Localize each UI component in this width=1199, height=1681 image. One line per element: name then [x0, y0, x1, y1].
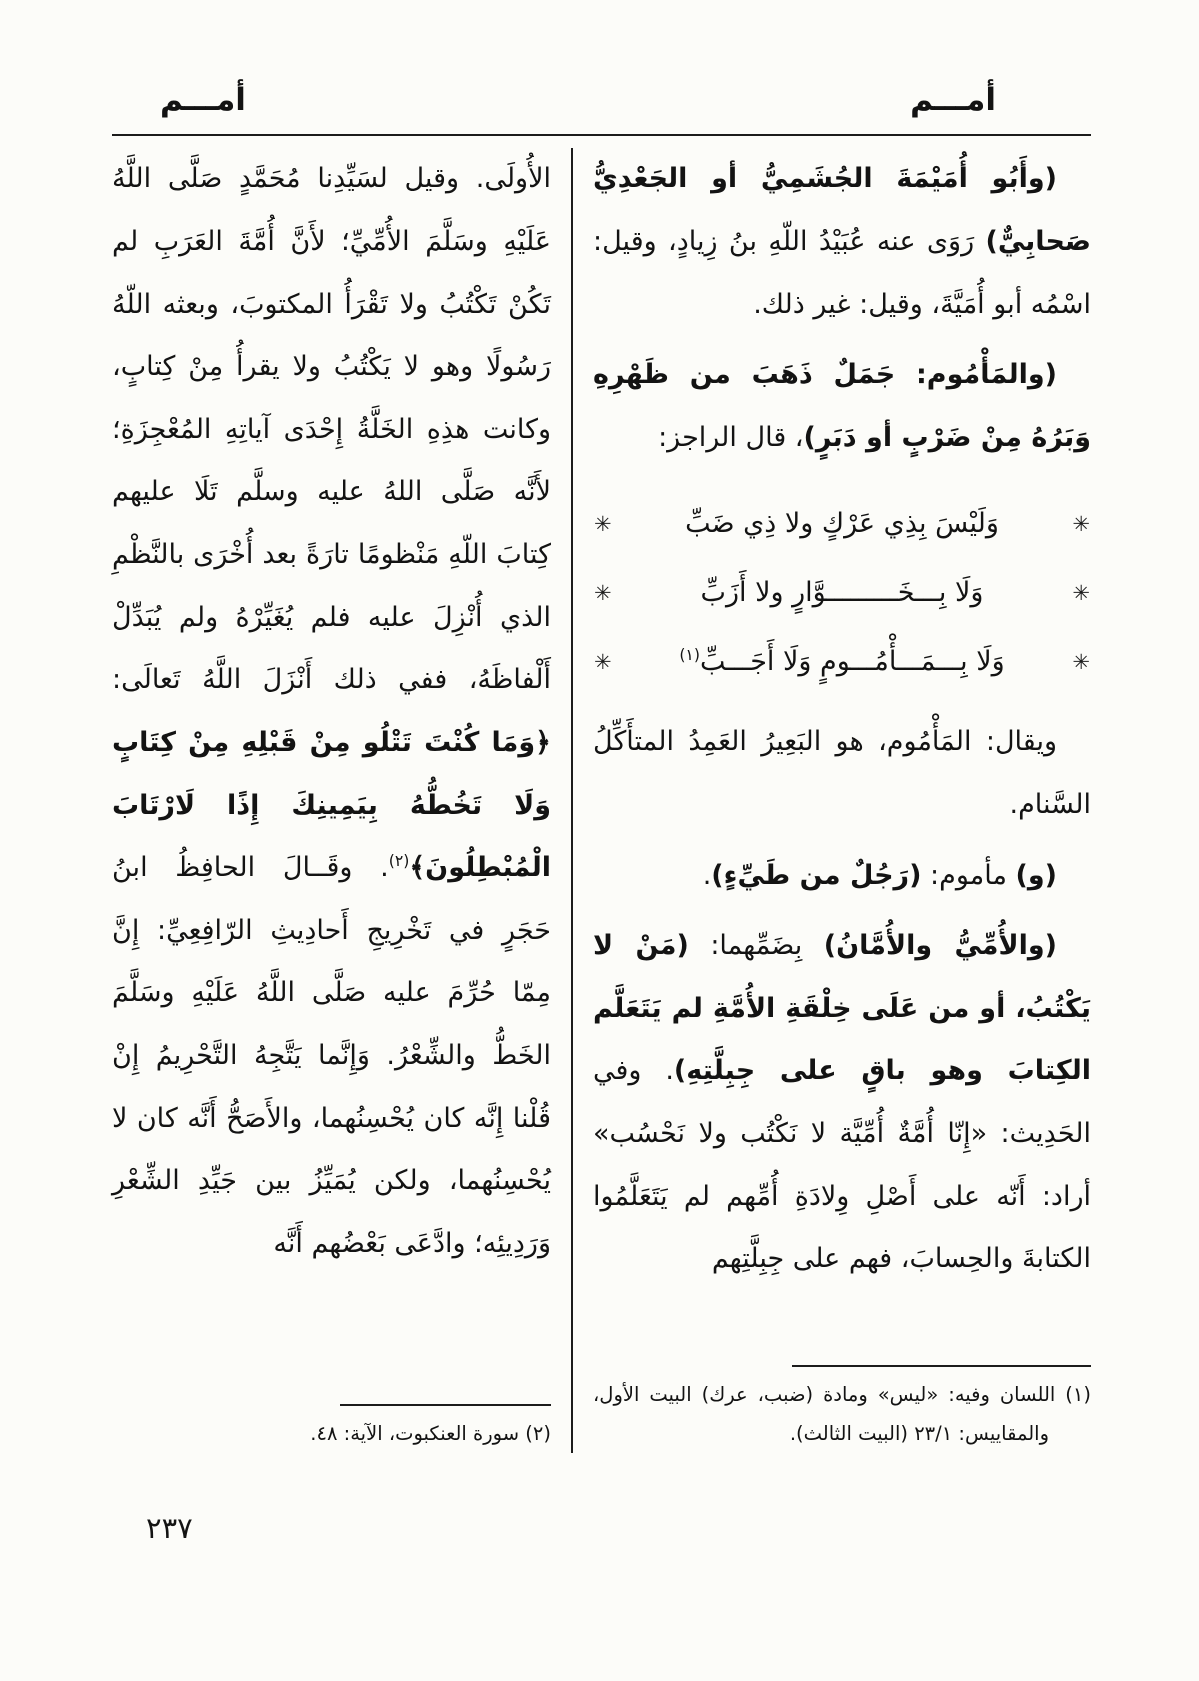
verse-marker-icon: ✳	[1072, 581, 1090, 605]
sharh-text: رَوَى عنه عُبَيْدُ اللّهِ بنُ زِيادٍ، وقيل: اسْمُه أبو أُمَيَّةَ، وقيل: غير ذلك.	[593, 225, 1091, 320]
right-column	[593, 148, 1091, 1453]
footnote-rule	[792, 1365, 1091, 1367]
body-paragraph	[112, 148, 551, 1275]
entry-paragraph	[593, 915, 1091, 1291]
sharh-text: بِضَمِّهما:	[688, 930, 824, 962]
page-number: ٢٣٧	[146, 1511, 193, 1546]
verse-line	[593, 493, 1091, 556]
rajaz-verses	[593, 487, 1091, 699]
matn-text: (والأُمِّيُّ والأُمَّانُ)	[823, 930, 1057, 962]
verse-marker-icon: ✳	[594, 512, 612, 537]
page-header	[112, 80, 1091, 120]
verse-line	[593, 631, 1091, 694]
column-divider	[571, 148, 573, 1453]
sharh-text: مأموم:	[921, 859, 1016, 891]
header-rule	[112, 134, 1091, 136]
footnote-text: (١) اللسان وفيه: «ليس» ومادة (ضبب، عرك) البيت الأول، والمقاييس: ٢٣/١ (البيت الثالث).	[593, 1383, 1091, 1446]
quran-verse: ﴿وَمَا كُنْتَ تَتْلُو مِنْ قَبْلِهِ مِنْ كِتَابٍ وَلَا تَخُطُّهُ بِيَمِينِكَ إِذًا لَارْتَابَ الْمُبْطِلُونَ﴾	[112, 726, 551, 884]
footnotes-left	[112, 1394, 551, 1453]
text-columns	[112, 148, 1091, 1453]
sharh-text: . وقَــالَ الحافِظُ ابنُ حَجَرٍ في تَخْرِيجِ أَحادِيثِ الرّافِعِيِّ: إِنَّ مِمّا حُرِّمَ عليه صَلَّى اللَّهُ عَلَيْهِ وسَلَّمَ الخَطُّ والشِّعْرُ. وَإِنَّما يَتَّجِهُ التَّحْرِيمُ إِنْ قُلْنا إِنَّه كان يُحْسِنُهما، والأَصَحُّ أَنَّه كان لا يُحْسِنُهما، ولكن يُمَيِّزُ بين جَيِّدِ الشِّعْرِ وَرَدِيئِه؛ وادَّعَى بَعْضُهم أَنَّه	[112, 852, 551, 1259]
verse-marker-icon: ✳	[1072, 649, 1090, 674]
verse-text	[613, 562, 1072, 625]
verse-marker-icon: ✳	[594, 649, 612, 674]
footnotes-right	[593, 1355, 1091, 1453]
entry-paragraph: ويقال: المَأْمُوم، هو البَعِيرُ العَمِدُ المتأَكِّلُ السَّنام.	[593, 726, 1091, 820]
running-head-left: أمـــم	[160, 82, 246, 118]
sharh-text: .	[702, 859, 712, 891]
verse-words: وَلَا بِـــخَـــــــــوَّارٍ ولا أَزَبِّ	[700, 577, 984, 609]
sharh-text: . وفي الحَدِيث: «إِنّا أُمَّةٌ أُمِّيَّة لا نَكْتُب ولا نَحْسُب» أراد: أَنّه على أَصْلِ وِلادَةِ أُمِّهم لم يَتَعَلَّمُوا الكتابةَ والحِسابَ، فهم على جِبِلَّتِهم	[593, 1055, 1091, 1275]
verse-marker-icon: ✳	[594, 581, 612, 605]
entry-paragraph	[593, 845, 1091, 908]
verse-marker-icon: ✳	[1072, 512, 1090, 537]
verse-words: وَلَا بِـــمَـــأْمُـــومٍ وَلَا أَجَـــبِّ	[699, 645, 1005, 677]
matn-text: (و)	[1015, 859, 1057, 891]
entry-paragraph	[593, 344, 1091, 469]
footnote-ref: (٢)	[388, 851, 410, 871]
verse-line	[593, 562, 1091, 625]
running-head-right: أمـــم	[910, 82, 996, 118]
matn-text: (مَنْ لا يَكْتُبُ، أو من عَلَى خِلْقَةِ الأُمَّةِ لم يَتَعَلَّم الكِتابَ وهو باقٍ على جِبِلَّتِهِ)	[593, 930, 1091, 1087]
matn-text: (والمَأْمُوم: جَمَلٌ ذَهَبَ من ظَهْرِهِ وَبَرُهُ مِنْ ضَرْبٍ أو دَبَرٍ)	[593, 359, 1091, 453]
footnote-text: (٢) سورة العنكبوت، الآية: ٤٨.	[310, 1422, 551, 1446]
verse-text	[613, 493, 1072, 556]
entry-paragraph	[593, 148, 1091, 336]
footnote-ref: (١)	[679, 644, 700, 664]
verse-words: وَلَيْسَ بِذِي عَرْكٍ ولا ذِي ضَبِّ	[685, 508, 999, 540]
footnote-rule	[340, 1404, 551, 1406]
matn-text: (رَجُلٌ من طَيِّءٍ)	[711, 859, 922, 891]
matn-text: (وأَبُو أُمَيْمَةَ الجُشَمِيُّ أو الجَعْدِيُّ صَحابِيٌّ)	[593, 163, 1091, 257]
left-column	[112, 148, 551, 1453]
sharh-text: ، قال الراجز:	[658, 421, 804, 453]
sharh-text: الأُولَى. وقيل لسَيِّدِنا مُحَمَّدٍ صَلَّى اللَّهُ عَلَيْهِ وسَلَّمَ الأُمِّيِّ؛ لأَنَّ أُمَّةَ العَرَبِ لم تَكُنْ تَكْتُبُ ولا تَقْرَأُ المكتوبَ، وبعثه اللّهُ رَسُولًا وهو لا يَكْتُبُ ولا يقرأُ مِنْ كِتابٍ، وكانت هذِهِ الخَلَّةُ إِحْدَى آياتِهِ المُعْجِزَةِ؛ لأَنَّه صَلَّى اللهُ عليه وسلَّم تَلَا عليهم كِتابَ اللّهِ مَنْظومًا تارَةً بعد أُخْرَى بالنَّظْمِ الذي أُنْزِلَ عليه فلم يُغَيِّرْهُ ولم يُبَدِّلْ أَلْفاظَهُ، ففي ذلك أَنْزَلَ اللَّهُ تَعالَى:	[112, 163, 551, 696]
verse-text	[613, 631, 1072, 694]
